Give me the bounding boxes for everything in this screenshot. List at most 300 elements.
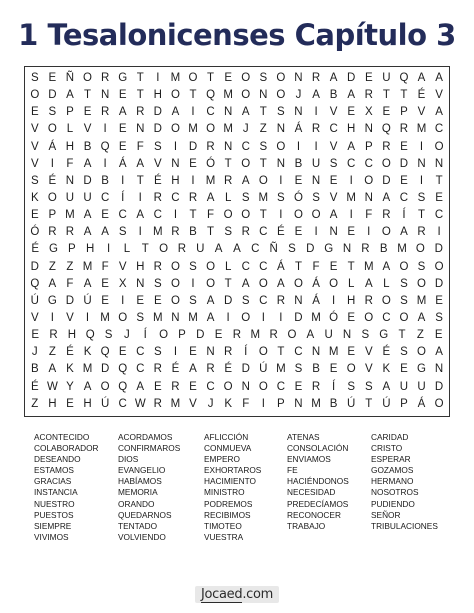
grid-cell[interactable]: A (364, 277, 373, 290)
grid-cell[interactable]: L (224, 260, 232, 273)
grid-cell[interactable]: U (324, 329, 333, 342)
grid-cell[interactable]: Ñ (269, 243, 278, 256)
grid-cell[interactable]: M (82, 260, 93, 273)
grid-cell[interactable]: C (100, 191, 110, 204)
grid-cell[interactable]: A (136, 209, 145, 222)
grid-cell[interactable]: E (31, 329, 39, 342)
grid-cell[interactable]: R (361, 243, 370, 256)
grid-cell[interactable]: C (136, 363, 145, 376)
grid-cell[interactable]: Á (417, 397, 426, 410)
grid-cell[interactable]: R (364, 294, 373, 307)
grid-cell[interactable]: D (294, 311, 303, 324)
grid-cell[interactable]: M (258, 191, 269, 204)
grid-cell[interactable]: K (382, 363, 391, 376)
grid-cell[interactable]: O (118, 311, 128, 324)
grid-cell[interactable]: A (382, 260, 391, 273)
grid-cell[interactable]: M (65, 209, 75, 222)
grid-cell[interactable]: S (400, 346, 408, 359)
grid-cell[interactable]: I (279, 209, 283, 222)
grid-cell[interactable]: O (170, 277, 180, 290)
grid-cell[interactable]: S (241, 294, 250, 307)
grid-cell[interactable]: A (101, 226, 109, 239)
grid-cell[interactable]: A (435, 72, 443, 84)
grid-cell[interactable]: Z (31, 397, 39, 410)
grid-cell[interactable]: D (241, 363, 250, 376)
grid-cell[interactable]: S (30, 72, 39, 84)
grid-cell[interactable]: O (47, 191, 57, 204)
grid-cell[interactable]: R (311, 72, 321, 84)
grid-cell[interactable]: M (188, 311, 198, 324)
grid-cell[interactable]: A (83, 157, 92, 170)
grid-cell[interactable]: E (66, 397, 74, 410)
grid-cell[interactable]: D (100, 363, 110, 376)
grid-cell[interactable]: I (191, 174, 195, 187)
grid-cell[interactable]: O (241, 209, 251, 222)
grid-cell[interactable]: C (241, 140, 250, 153)
grid-cell[interactable]: I (279, 311, 283, 324)
grid-cell[interactable]: I (173, 346, 178, 359)
grid-cell[interactable]: N (342, 243, 352, 256)
grid-cell[interactable]: T (365, 397, 373, 410)
grid-cell[interactable]: A (382, 191, 391, 204)
grid-cell[interactable]: A (83, 380, 92, 393)
grid-cell[interactable]: I (314, 140, 318, 153)
grid-cell[interactable]: S (154, 346, 162, 359)
grid-cell[interactable]: A (277, 277, 285, 290)
grid-cell[interactable]: O (417, 346, 426, 359)
grid-cell[interactable]: N (329, 226, 338, 239)
grid-cell[interactable]: R (188, 191, 198, 204)
grid-cell[interactable]: A (206, 191, 215, 204)
grid-cell[interactable]: Á (118, 157, 127, 170)
grid-cell[interactable]: Y (66, 380, 74, 393)
grid-cell[interactable]: D (223, 294, 233, 307)
grid-cell[interactable]: V (30, 157, 39, 170)
grid-cell[interactable]: S (48, 106, 57, 119)
grid-cell[interactable]: Z (48, 346, 56, 359)
letter-grid[interactable] (26, 70, 448, 413)
grid-cell[interactable]: Q (118, 363, 128, 376)
grid-cell[interactable]: E (189, 346, 197, 359)
grid-cell[interactable]: C (294, 346, 303, 359)
grid-cell[interactable]: F (365, 209, 373, 222)
grid-cell[interactable]: C (259, 294, 268, 307)
grid-cell[interactable]: J (207, 397, 214, 410)
grid-cell[interactable]: M (311, 397, 321, 410)
grid-cell[interactable]: E (30, 209, 39, 222)
grid-cell[interactable]: D (434, 243, 443, 256)
grid-cell[interactable]: D (306, 243, 315, 256)
grid-cell[interactable]: A (417, 311, 426, 324)
grid-cell[interactable]: G (49, 243, 58, 256)
grid-cell[interactable]: V (329, 106, 338, 119)
grid-cell[interactable]: C (399, 191, 409, 204)
grid-cell[interactable]: S (118, 226, 127, 239)
grid-cell[interactable]: C (118, 209, 127, 222)
grid-cell[interactable]: J (295, 89, 302, 102)
grid-cell[interactable]: A (189, 363, 197, 376)
grid-cell[interactable]: R (399, 123, 409, 136)
grid-cell[interactable]: S (30, 174, 39, 187)
grid-cell[interactable]: S (400, 294, 408, 307)
grid-cell[interactable]: A (48, 363, 57, 376)
grid-cell[interactable]: S (435, 311, 443, 324)
grid-cell[interactable]: A (347, 140, 356, 153)
grid-cell[interactable]: C (259, 260, 268, 273)
grid-cell[interactable]: U (417, 380, 426, 393)
grid-cell[interactable]: I (103, 157, 107, 170)
grid-cell[interactable]: P (277, 397, 285, 410)
grid-cell[interactable]: D (153, 106, 162, 119)
grid-cell[interactable]: T (224, 277, 232, 290)
grid-cell[interactable]: I (156, 72, 160, 84)
grid-cell[interactable]: D (30, 260, 39, 273)
grid-cell[interactable]: R (153, 363, 162, 376)
grid-cell[interactable]: A (312, 89, 320, 102)
grid-cell[interactable]: E (224, 72, 232, 84)
grid-cell[interactable]: A (83, 277, 92, 290)
grid-cell[interactable]: N (276, 123, 286, 136)
grid-cell[interactable]: R (223, 174, 233, 187)
grid-cell[interactable]: S (189, 260, 197, 273)
grid-cell[interactable]: R (206, 363, 215, 376)
grid-cell[interactable]: I (314, 226, 318, 239)
grid-cell[interactable]: V (30, 140, 39, 153)
grid-cell[interactable]: O (170, 294, 180, 307)
grid-cell[interactable]: T (136, 174, 144, 187)
grid-cell[interactable]: G (47, 294, 57, 307)
grid-cell[interactable]: I (103, 123, 107, 136)
grid-cell[interactable]: D (434, 380, 444, 393)
grid-cell[interactable]: M (153, 311, 163, 324)
grid-cell[interactable]: R (65, 226, 75, 239)
grid-cell[interactable]: J (31, 346, 38, 359)
grid-cell[interactable]: E (434, 329, 443, 342)
grid-cell[interactable]: T (136, 72, 144, 84)
grid-cell[interactable]: Q (100, 140, 110, 153)
grid-cell[interactable]: V (329, 191, 338, 204)
grid-cell[interactable]: M (250, 329, 261, 342)
grid-cell[interactable]: N (223, 140, 233, 153)
grid-cell[interactable]: É (382, 346, 391, 359)
grid-cell[interactable]: L (66, 123, 74, 136)
grid-cell[interactable]: R (48, 226, 57, 239)
grid-cell[interactable]: I (261, 311, 265, 324)
grid-cell[interactable]: A (241, 174, 250, 187)
grid-cell[interactable]: D (347, 72, 356, 84)
grid-cell[interactable]: A (206, 311, 215, 324)
grid-cell[interactable]: E (435, 191, 443, 204)
grid-cell[interactable]: E (154, 294, 162, 307)
grid-cell[interactable]: O (258, 380, 268, 393)
grid-cell[interactable]: N (294, 294, 303, 307)
grid-cell[interactable]: I (138, 226, 142, 239)
grid-cell[interactable]: E (347, 346, 356, 359)
grid-cell[interactable]: S (259, 140, 268, 153)
grid-cell[interactable]: B (329, 89, 338, 102)
grid-cell[interactable]: B (312, 363, 320, 376)
grid-cell[interactable]: O (241, 72, 251, 84)
grid-cell[interactable]: H (347, 123, 356, 136)
grid-cell[interactable]: I (121, 174, 125, 187)
grid-cell[interactable]: D (399, 157, 409, 170)
grid-cell[interactable]: R (153, 191, 162, 204)
grid-cell[interactable]: O (258, 277, 268, 290)
grid-cell[interactable]: Ó (206, 157, 216, 170)
grid-cell[interactable]: O (258, 346, 268, 359)
grid-cell[interactable]: M (346, 191, 356, 204)
grid-cell[interactable]: O (276, 72, 286, 84)
grid-cell[interactable]: F (312, 260, 320, 273)
grid-cell[interactable]: J (242, 123, 249, 136)
grid-cell[interactable]: D (382, 174, 391, 187)
grid-cell[interactable]: K (83, 346, 92, 359)
grid-cell[interactable]: T (259, 106, 267, 119)
grid-cell[interactable]: O (293, 209, 303, 222)
grid-cell[interactable]: O (381, 157, 391, 170)
grid-cell[interactable]: Ú (100, 397, 110, 410)
grid-cell[interactable]: F (207, 209, 215, 222)
grid-cell[interactable]: M (82, 363, 93, 376)
grid-cell[interactable]: I (314, 106, 318, 119)
grid-cell[interactable]: I (121, 294, 125, 307)
grid-cell[interactable]: E (329, 260, 338, 273)
grid-cell[interactable]: V (417, 106, 426, 119)
grid-cell[interactable]: K (30, 191, 39, 204)
grid-cell[interactable]: P (178, 329, 186, 342)
grid-cell[interactable]: S (241, 191, 250, 204)
grid-cell[interactable]: M (311, 311, 321, 324)
grid-cell[interactable]: X (364, 106, 373, 119)
grid-cell[interactable]: N (364, 123, 373, 136)
grid-cell[interactable]: S (417, 260, 426, 273)
grid-cell[interactable]: M (223, 123, 233, 136)
grid-cell[interactable]: O (241, 311, 251, 324)
grid-cell[interactable]: S (154, 277, 162, 290)
grid-cell[interactable]: Á (48, 140, 57, 153)
grid-cell[interactable]: I (50, 157, 54, 170)
grid-cell[interactable]: O (170, 260, 180, 273)
grid-cell[interactable]: M (170, 72, 181, 84)
grid-cell[interactable]: D (48, 89, 57, 102)
grid-cell[interactable]: O (188, 72, 198, 84)
grid-cell[interactable]: R (49, 329, 58, 342)
grid-cell[interactable]: É (277, 226, 285, 239)
grid-cell[interactable]: O (381, 226, 391, 239)
grid-cell[interactable]: E (347, 106, 356, 119)
grid-cell[interactable]: Á (312, 277, 320, 290)
grid-cell[interactable]: R (177, 243, 187, 256)
grid-cell[interactable]: T (382, 89, 390, 102)
grid-cell[interactable]: E (382, 106, 391, 119)
grid-cell[interactable]: M (276, 363, 286, 376)
grid-cell[interactable]: L (347, 277, 355, 290)
grid-cell[interactable]: Ó (293, 191, 303, 204)
grid-cell[interactable]: O (364, 311, 374, 324)
grid-cell[interactable]: O (47, 123, 57, 136)
grid-cell[interactable]: I (173, 140, 178, 153)
grid-cell[interactable]: O (329, 277, 339, 290)
grid-cell[interactable]: P (48, 209, 57, 222)
grid-cell[interactable]: V (189, 397, 197, 410)
grid-cell[interactable]: F (101, 260, 109, 273)
grid-cell[interactable]: O (399, 311, 409, 324)
grid-cell[interactable]: A (83, 209, 92, 222)
grid-cell[interactable]: A (400, 226, 408, 239)
grid-cell[interactable]: S (347, 380, 356, 393)
grid-cell[interactable]: C (434, 123, 444, 136)
grid-cell[interactable]: O (434, 397, 444, 410)
grid-cell[interactable]: N (65, 174, 75, 187)
grid-cell[interactable]: N (311, 346, 321, 359)
grid-cell[interactable]: R (223, 346, 233, 359)
grid-cell[interactable]: M (416, 123, 427, 136)
grid-cell[interactable]: O (30, 89, 40, 102)
grid-cell[interactable]: V (435, 89, 443, 102)
grid-cell[interactable]: T (189, 89, 197, 102)
grid-cell[interactable]: N (136, 123, 145, 136)
grid-cell[interactable]: Q (85, 329, 95, 342)
grid-cell[interactable]: H (86, 243, 95, 256)
grid-cell[interactable]: C (364, 157, 373, 170)
grid-cell[interactable]: R (153, 397, 162, 410)
grid-cell[interactable]: O (170, 89, 180, 102)
grid-cell[interactable]: N (294, 106, 303, 119)
grid-cell[interactable]: I (419, 174, 424, 187)
grid-cell[interactable]: Ú (259, 363, 268, 376)
grid-cell[interactable]: Z (66, 260, 74, 273)
grid-cell[interactable]: U (382, 72, 391, 84)
grid-cell[interactable]: R (206, 140, 215, 153)
grid-cell[interactable]: R (269, 329, 278, 342)
grid-cell[interactable]: I (191, 106, 195, 119)
grid-cell[interactable]: I (332, 294, 336, 307)
grid-cell[interactable]: A (233, 243, 241, 256)
grid-cell[interactable]: É (224, 363, 232, 376)
grid-cell[interactable]: B (83, 140, 92, 153)
grid-cell[interactable]: B (189, 226, 197, 239)
grid-cell[interactable]: O (311, 209, 321, 222)
grid-cell[interactable]: M (205, 174, 216, 187)
grid-cell[interactable]: X (118, 277, 127, 290)
grid-cell[interactable]: N (294, 397, 303, 410)
grid-cell[interactable]: O (346, 363, 356, 376)
grid-cell[interactable]: C (241, 260, 250, 273)
grid-cell[interactable]: O (276, 140, 286, 153)
grid-cell[interactable]: A (214, 243, 223, 256)
grid-cell[interactable]: O (206, 123, 216, 136)
grid-cell[interactable]: R (171, 226, 180, 239)
grid-cell[interactable]: Q (100, 346, 110, 359)
grid-cell[interactable]: S (189, 294, 197, 307)
grid-cell[interactable]: Q (118, 380, 128, 393)
grid-cell[interactable]: E (83, 106, 92, 119)
grid-cell[interactable]: E (329, 174, 338, 187)
grid-cell[interactable]: T (136, 89, 144, 102)
grid-cell[interactable]: S (400, 277, 408, 290)
grid-cell[interactable]: I (419, 140, 424, 153)
grid-cell[interactable]: N (100, 89, 110, 102)
grid-cell[interactable]: K (66, 363, 74, 376)
grid-cell[interactable]: I (138, 191, 142, 204)
grid-cell[interactable]: I (349, 209, 353, 222)
grid-cell[interactable]: A (83, 226, 92, 239)
grid-cell[interactable]: O (170, 123, 180, 136)
grid-cell[interactable]: Ú (347, 397, 356, 410)
grid-cell[interactable]: B (30, 363, 39, 376)
grid-cell[interactable]: N (276, 157, 286, 170)
grid-cell[interactable]: F (136, 140, 144, 153)
grid-cell[interactable]: D (196, 329, 205, 342)
grid-cell[interactable]: S (361, 329, 370, 342)
grid-cell[interactable]: I (261, 397, 265, 410)
grid-cell[interactable]: U (83, 191, 92, 204)
grid-cell[interactable]: T (259, 209, 267, 222)
grid-cell[interactable]: Ó (30, 226, 40, 239)
grid-cell[interactable]: A (306, 329, 315, 342)
grid-cell[interactable]: T (277, 346, 285, 359)
grid-cell[interactable]: Z (416, 329, 424, 342)
grid-cell[interactable]: F (66, 157, 74, 170)
grid-cell[interactable]: N (364, 191, 373, 204)
grid-cell[interactable]: T (207, 226, 215, 239)
grid-cell[interactable]: R (171, 380, 180, 393)
grid-cell[interactable]: O (241, 157, 251, 170)
grid-cell[interactable]: O (159, 243, 169, 256)
grid-cell[interactable]: I (349, 174, 353, 187)
grid-cell[interactable]: U (196, 243, 205, 256)
grid-cell[interactable]: C (171, 191, 180, 204)
grid-cell[interactable]: S (417, 191, 426, 204)
grid-cell[interactable]: P (400, 397, 408, 410)
grid-cell[interactable]: M (188, 123, 198, 136)
grid-cell[interactable]: L (383, 277, 390, 290)
grid-cell[interactable]: N (259, 89, 268, 102)
grid-cell[interactable]: M (397, 243, 407, 256)
grid-cell[interactable]: O (399, 260, 409, 273)
grid-cell[interactable]: I (173, 209, 178, 222)
grid-cell[interactable]: E (347, 226, 356, 239)
grid-cell[interactable]: T (224, 157, 232, 170)
grid-cell[interactable]: A (417, 72, 426, 84)
grid-cell[interactable]: N (206, 346, 215, 359)
grid-cell[interactable]: R (364, 89, 373, 102)
grid-cell[interactable]: E (118, 89, 127, 102)
grid-cell[interactable]: Q (399, 72, 409, 84)
grid-cell[interactable]: O (258, 174, 268, 187)
grid-cell[interactable]: E (48, 72, 57, 84)
grid-cell[interactable]: E (101, 294, 109, 307)
grid-cell[interactable]: D (434, 277, 444, 290)
grid-cell[interactable]: H (347, 294, 356, 307)
grid-cell[interactable]: B (294, 157, 303, 170)
grid-cell[interactable]: Á (294, 123, 303, 136)
grid-cell[interactable]: O (381, 294, 391, 307)
grid-cell[interactable]: E (30, 106, 39, 119)
grid-cell[interactable]: S (288, 243, 296, 256)
grid-cell[interactable]: S (294, 363, 303, 376)
grid-cell[interactable]: E (329, 363, 338, 376)
grid-cell[interactable]: Í (332, 380, 336, 393)
grid-cell[interactable]: N (434, 157, 444, 170)
grid-cell[interactable]: P (68, 243, 76, 256)
grid-cell[interactable]: G (417, 363, 426, 376)
grid-cell[interactable]: N (417, 157, 426, 170)
grid-cell[interactable]: S (277, 191, 285, 204)
grid-cell[interactable]: T (84, 89, 92, 102)
grid-cell[interactable]: O (241, 89, 251, 102)
grid-cell[interactable]: A (206, 294, 215, 307)
